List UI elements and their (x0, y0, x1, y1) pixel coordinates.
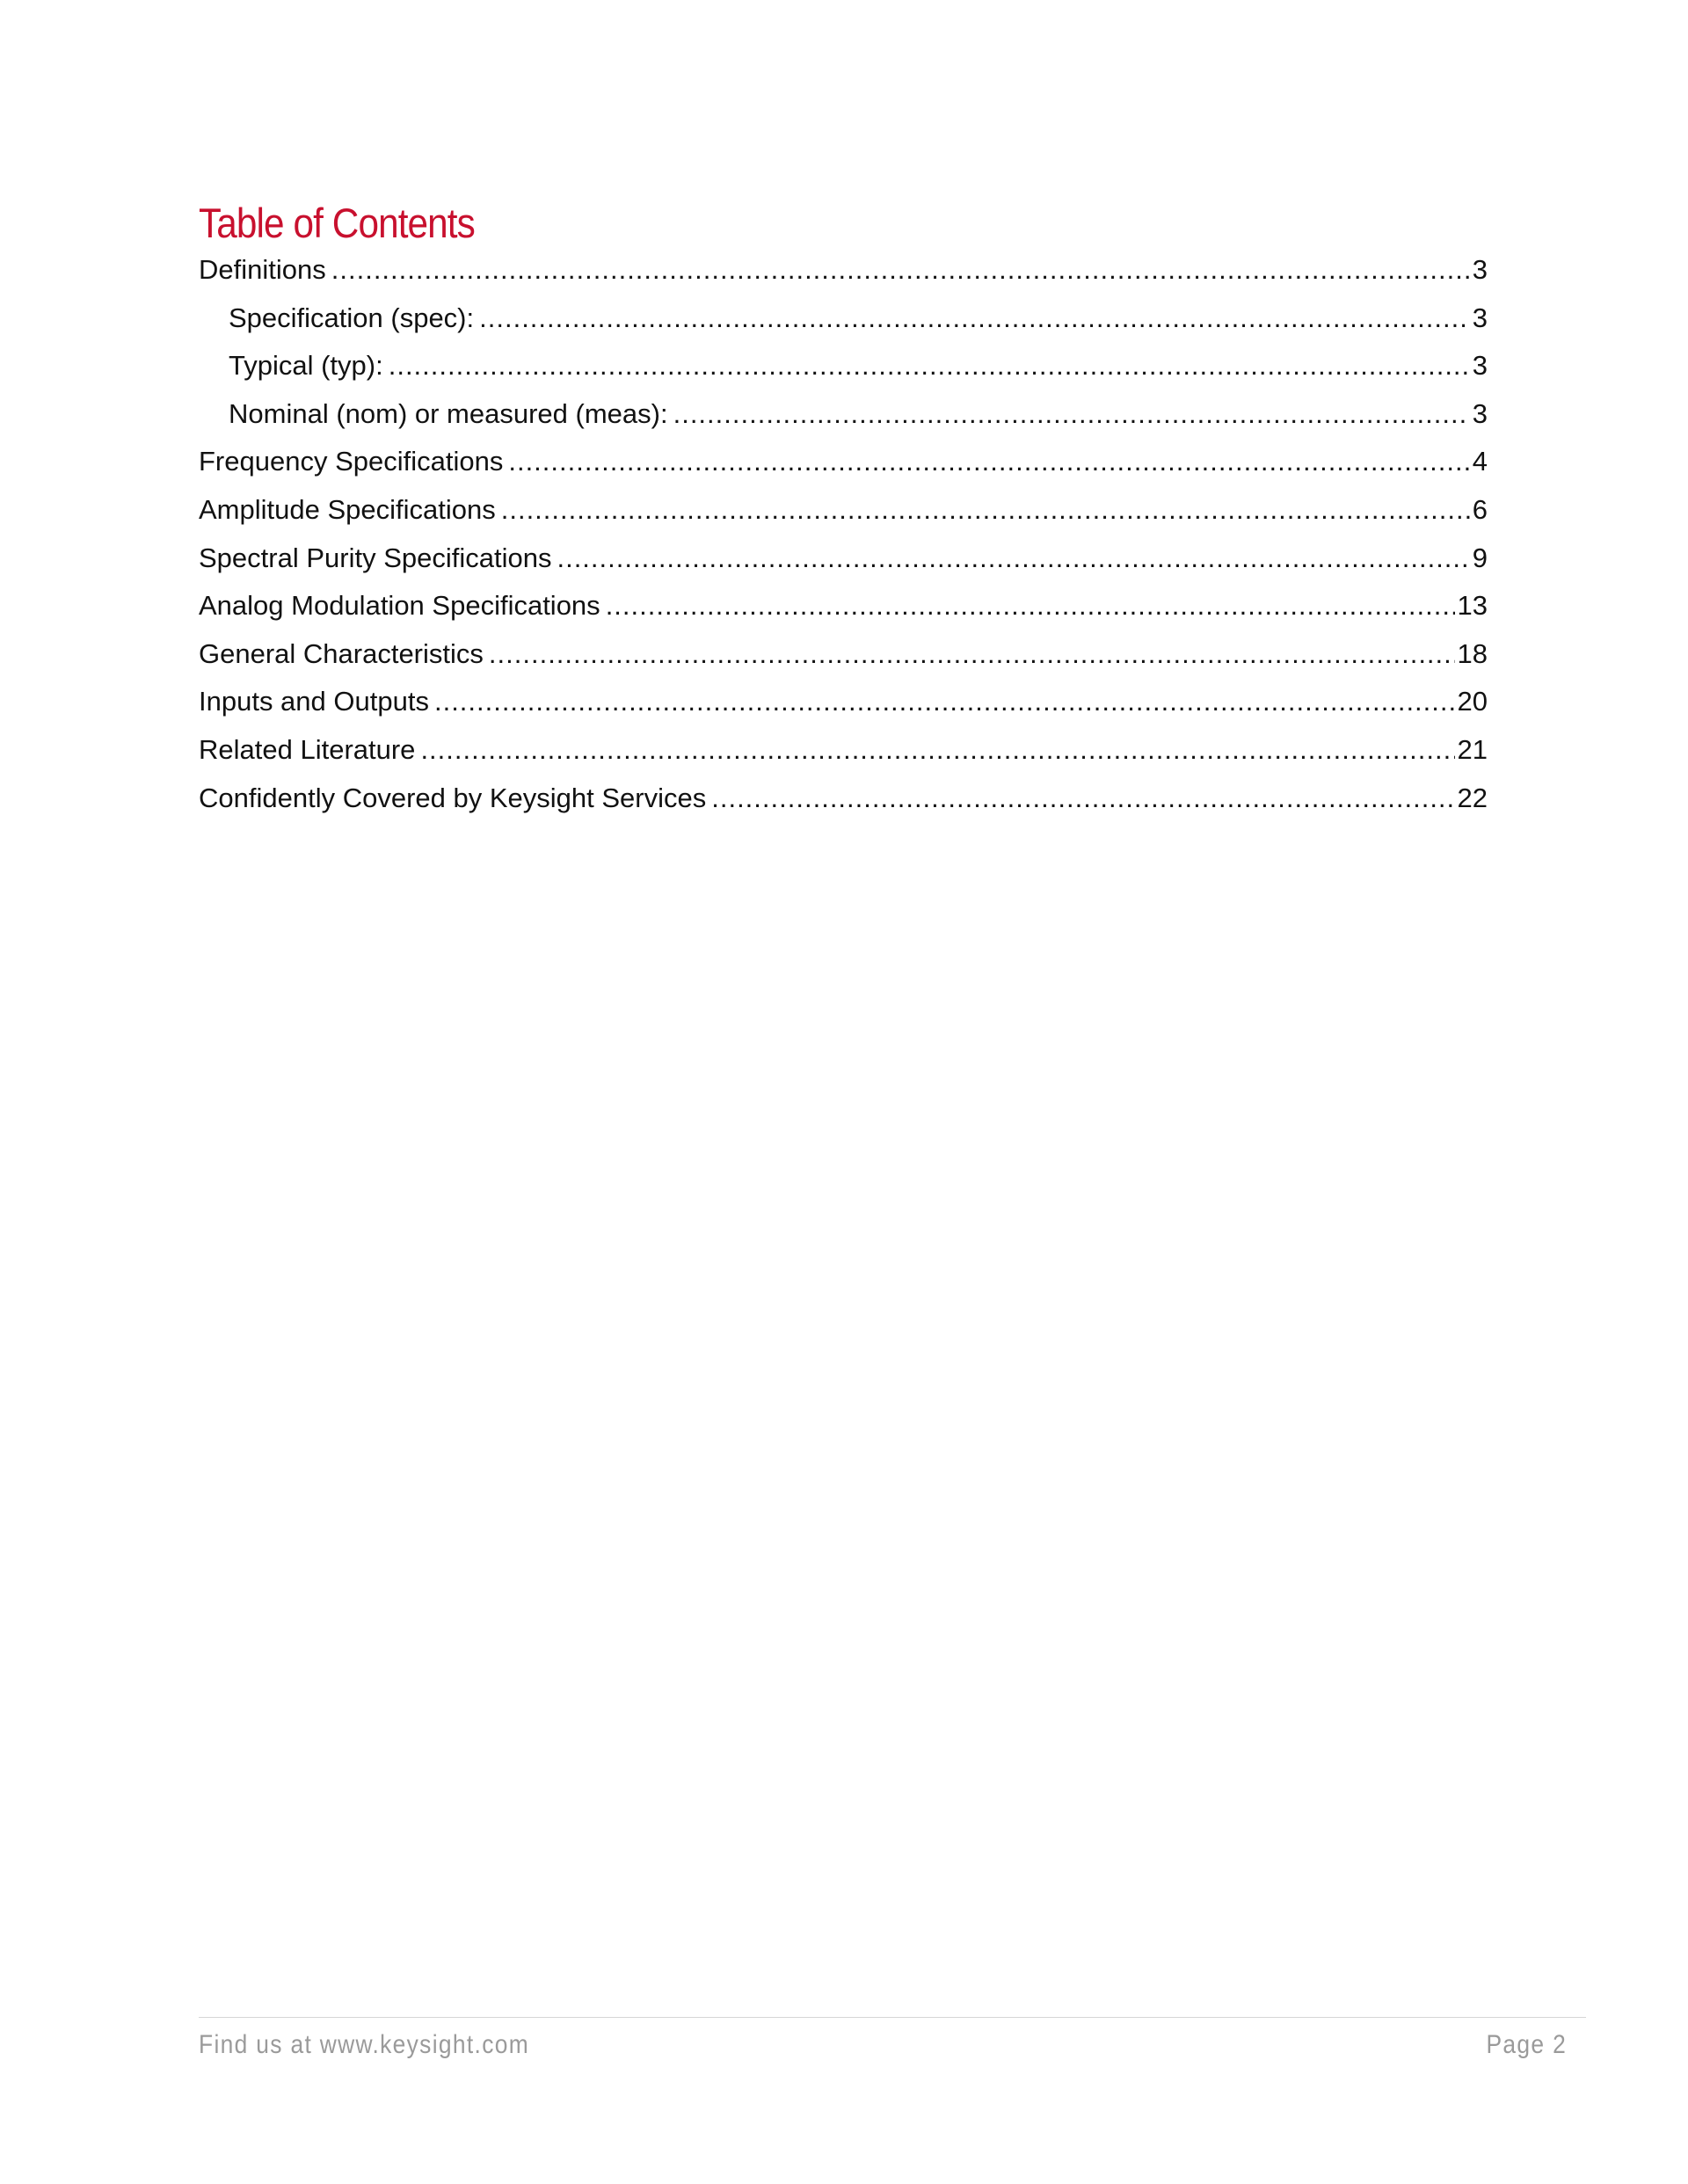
dot-leader (489, 630, 1455, 679)
toc-entry-page-number: 20 (1457, 686, 1488, 717)
dot-leader (673, 390, 1470, 439)
toc-entry-page-number: 21 (1457, 733, 1488, 765)
toc-entry-label: Related Literature (199, 733, 416, 765)
toc-entry-label: Amplitude Specifications (199, 493, 496, 525)
dot-leader (420, 726, 1454, 775)
toc-entry-definitions[interactable] (199, 246, 1488, 295)
toc-entry-page-number: 18 (1457, 637, 1488, 669)
page-title: Table of Contents (199, 200, 475, 246)
toc-entry-frequency-specifications[interactable] (199, 438, 1488, 486)
toc-entry-label: Definitions (199, 254, 326, 285)
toc-entry-page-number: 3 (1472, 254, 1488, 285)
toc-entry-page-number: 6 (1472, 493, 1488, 525)
dot-leader (501, 486, 1470, 535)
table-of-contents (199, 246, 1488, 822)
toc-entry-label: General Characteristics (199, 637, 484, 669)
toc-entry-label: Spectral Purity Specifications (199, 542, 552, 573)
toc-entry-page-number: 9 (1472, 542, 1488, 573)
toc-entry-page-number: 3 (1472, 350, 1488, 382)
toc-entry-page-number: 3 (1472, 397, 1488, 429)
toc-entry-page-number: 13 (1457, 590, 1488, 622)
footer-page-number: Page 2 (1486, 2030, 1567, 2059)
footer-divider (199, 2017, 1586, 2018)
dot-leader (557, 535, 1469, 583)
toc-entry-label: Confidently Covered by Keysight Services (199, 782, 707, 813)
toc-entry-typical[interactable] (199, 342, 1488, 390)
toc-entry-nominal[interactable] (199, 390, 1488, 439)
toc-entry-page-number: 22 (1457, 782, 1488, 813)
dot-leader (711, 775, 1454, 823)
toc-entry-related-literature[interactable] (199, 726, 1488, 775)
toc-entry-specification[interactable] (199, 295, 1488, 343)
toc-entry-keysight-services[interactable] (199, 775, 1488, 823)
footer-website: Find us at www.keysight.com (199, 2030, 530, 2059)
dot-leader (434, 678, 1455, 726)
toc-entry-page-number: 3 (1472, 302, 1488, 333)
toc-entry-page-number: 4 (1472, 446, 1488, 477)
toc-entry-label: Specification (spec): (229, 302, 475, 333)
dot-leader (606, 582, 1455, 630)
dot-leader (331, 246, 1470, 295)
toc-entry-label: Inputs and Outputs (199, 686, 429, 717)
toc-entry-analog-modulation-specifications[interactable] (199, 582, 1488, 630)
toc-entry-inputs-and-outputs[interactable] (199, 678, 1488, 726)
toc-entry-label: Typical (typ): (229, 350, 383, 382)
toc-entry-amplitude-specifications[interactable] (199, 486, 1488, 535)
dot-leader (389, 342, 1470, 390)
toc-entry-label: Analog Modulation Specifications (199, 590, 600, 622)
toc-entry-general-characteristics[interactable] (199, 630, 1488, 679)
toc-entry-spectral-purity-specifications[interactable] (199, 535, 1488, 583)
toc-entry-label: Nominal (nom) or measured (meas): (229, 397, 668, 429)
toc-entry-label: Frequency Specifications (199, 446, 504, 477)
dot-leader (508, 438, 1469, 486)
dot-leader (479, 295, 1470, 343)
